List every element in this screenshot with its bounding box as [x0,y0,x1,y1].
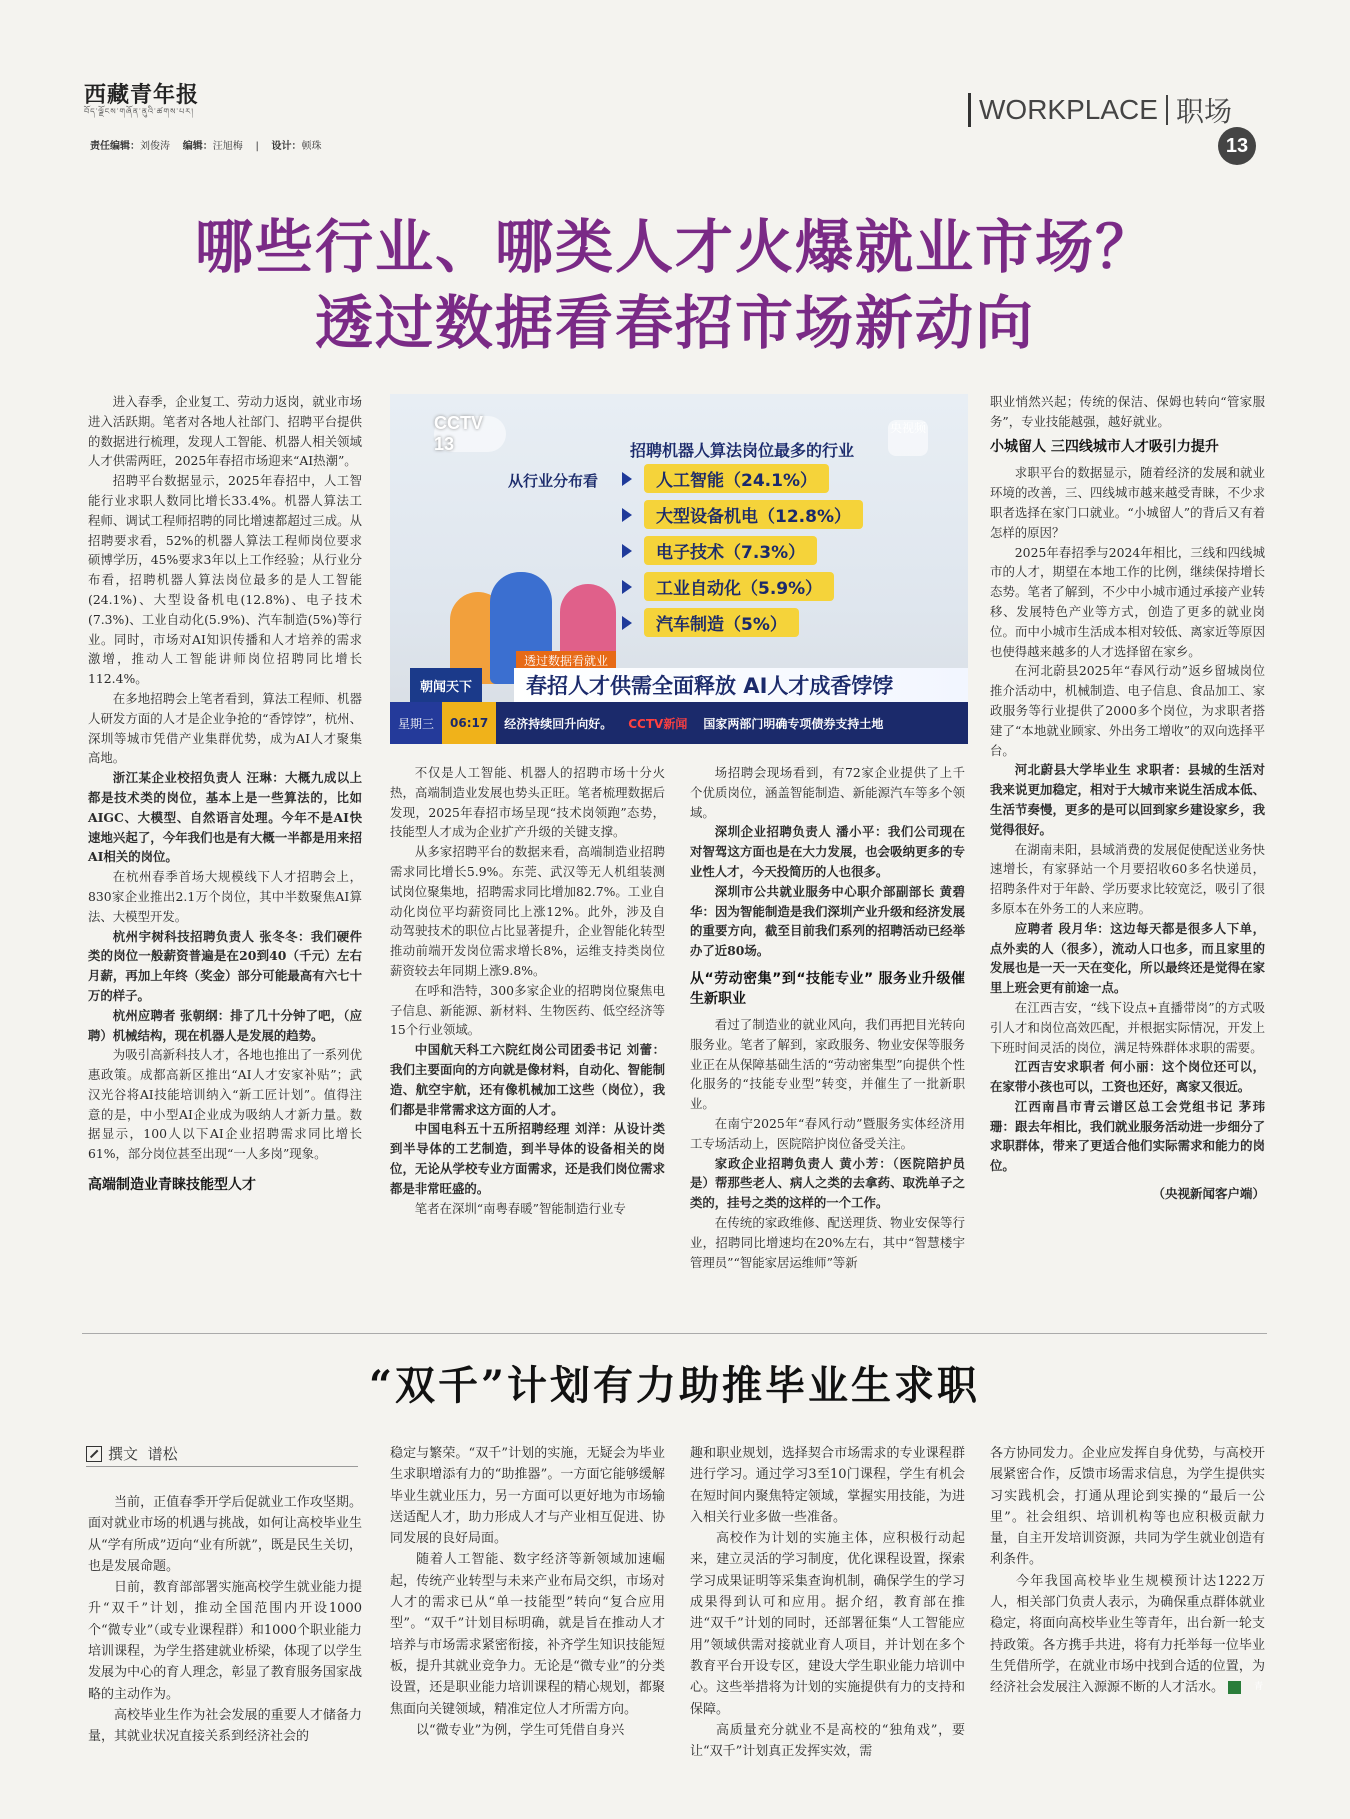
paragraph: 在呼和浩特，300多家企业的招聘岗位聚焦电子信息、新能源、新材料、生物医药、低空经济等15个行业领域。 [390,982,665,1038]
quote-paragraph: 中国航天科工六院红岗公司团委书记 刘蕾：我们主要面向的方向就是像材料，自动化、智能制造、航空宇航，还有像机械加工这些（岗位），我们都是非常需求这方面的人才。 [390,1042,665,1117]
quote-paragraph: 中国电科五十五所招聘经理 刘洋：从设计类到半导体的工艺制造，到半导体的设备相关的岗位，无论从学校专业方面需求，还是我们岗位需求都是非常旺盛的。 [390,1121,665,1196]
paragraph: 日前，教育部部署实施高校学生就业能力提升“双千”计划，推动全国范围内开设1000个“微专业”（或专业课程群）和1000个职业能力培训课程，为学生搭建就业桥梁，体现了以学生发展为中心的育人理念，彰显了教育服务国家战略的主动作为。 [88,1580,362,1702]
paragraph: 场招聘会现场看到，有72家企业提供了上千个优质岗位，涵盖智能制造、新能源汽车等多个领域。 [690,765,965,820]
byline-rule [86,1466,358,1467]
article2-column-1 [88,1492,362,1748]
corner-logo-text: 央视频 [889,421,926,435]
paragraph: 招聘平台数据显示，2025年春招中，人工智能行业求职人数同比增长33.4%。机器人算法工程师、调试工程师招聘的同比增速都超过三成。从招聘要求看，52%的机器人算法工程师岗位要求硕博学历，45%要求3年以上工作经验；从行业分布看，招聘机器人算法岗位最多的是人工智能(24.1%)、大型设备机电(12.8%)、电子技术(7.3%)、工业自动化(5.9%)、汽车制造(5%)等行业。同时，市场对AI知识传播和人才培养的需求激增，推动人工智能讲师岗位招聘同比增长112.4%。 [88,473,362,687]
paragraph [990,1571,1265,1699]
paragraph: 进入春季，企业复工、劳动力返岗，就业市场进入活跃期。笔者对各地人社部门、招聘平台提供的数据进行梳理，发现人工智能、机器人相关领域人才供需两旺，2025年春招市场迎来“AI热潮”。 [88,394,362,469]
headline-line-2: 透过数据看春招市场新动向 [314,289,1035,357]
paragraph: 2025年春招季与2024年相比，三线和四线城市的人才，期望在本地工作的比例，继续保持增长态势。笔者了解到，不少中小城市通过承接产业转移、发展特色产业等方式，创造了更多的就业岗位。而中小城市生活成本相对较低、离家近等原因也使得越来越多的人才选择留在家乡。 [990,544,1265,659]
paragraph: 在南宁2025年“春风行动”暨服务实体经济用工专场活动上，医院陪护岗位备受关注。 [690,1115,965,1151]
designer-name: 顿珠 [301,141,322,152]
paragraph: 在传统的家政维修、配送理货、物业安保等行业，招聘同比增速均在20%左右，其中“智慧楼宇管理员”“智能家居运维师”等新 [690,1214,965,1270]
arrow-icon [622,472,632,486]
paragraph: 在河北蔚县2025年“春风行动”返乡留城岗位推介活动中，机械制造、电子信息、食品加工、家政服务等行业提供了2000多个岗位，为求职者搭建了“本地就业顾家、外出务工增收”的双向选择平台。 [990,663,1265,758]
paragraph: 职业悄然兴起；传统的保洁、保姆也转向“管家服务”，专业技能越强，越好就业。 [990,394,1265,429]
end-mark-icon: 青 [1228,1681,1241,1694]
ticker-day: 星期三 [390,702,442,744]
paragraph: 在杭州春季首场大规模线下人才招聘会上，830家企业推出2.1万个岗位，其中半数聚焦AI算法、大模型开发。 [88,869,362,924]
paragraph: 各方协同发力。企业应发挥自身优势，与高校开展紧密合作，反馈市场需求信息，为学生提供实习实践机会，打通从理论到实操的“最后一公里”。社会组织、培训机构等也应积极贡献力量，自主开发培训资源，共同为学生就业创造有利条件。 [990,1446,1265,1568]
paragraph-text: 今年我国高校毕业生规模预计达1222万人，相关部门负责人表示，为确保重点群体就业稳定，将面向高校毕业生等青年，出台新一轮支持政策。各方携手共进，将有力托举每一位毕业生凭借所学，在就业市场中找到合适的位置，为经济社会发展注入源源不断的人才活水。 [990,1573,1265,1696]
article2-headline: “双千”计划有力助推毕业生求职 [368,1362,980,1409]
chart-item-label: 工业自动化（5.9%） [644,572,834,601]
chart-item-label: 汽车制造（5%） [644,608,799,637]
paragraph: 在多地招聘会上笔者看到，算法工程师、机器人研发方面的人才是企业争抢的“香饽饽”，杭州、深圳等城市凭借产业集群优势，成为AI人才聚集高地。 [88,690,362,766]
paragraph: 看过了制造业的就业风向，我们再把目光转向服务业。笔者了解到，家政服务、物业安保等服务业正在从保障基础生活的“劳动密集型”向提供个性化服务的“技能专业型”转变，并催生了一批新职业。 [690,1016,965,1112]
section-en: WORKPLACE [979,94,1158,125]
arrow-icon [622,580,632,594]
editor2-name: 汪旭梅 [212,141,243,152]
paragraph: 为吸引高新科技人才，各地也推出了一系列优惠政策。成都高新区推出“AI人才安家补贴”；武汉光谷将AI技能培训纳入“新工匠计划”。值得注意的是，中小型AI企业成为吸纳人才新力量。数据显示，100人以下AI企业招聘需求同比增长61%，部分岗位甚至出现“一人多岗”现象。 [88,1047,362,1162]
paragraph: 从多家招聘平台的数据来看，高端制造业招聘需求同比增长5.9%。东莞、武汉等无人机组装测试岗位聚集地，招聘需求同比增加82.7%。工业自动化岗位平均薪资同比上涨12%。此外，涉及自动驾驶技术的职位占比显著提升，企业智能化转型推动前端开发岗位需求增长8%，运维支持类岗位薪资较去年同期上涨9.8%。 [390,844,665,978]
article1-column-2 [390,763,665,1218]
editor2-label: 编辑： [182,141,213,152]
chart-item-label: 大型设备机电（12.8%） [644,500,863,529]
paragraph: 不仅是人工智能、机器人的招聘市场十分火热，高端制造业发展也势头正旺。笔者梳理数据后发现，2025年春招市场呈现“技术岗领跑”态势，技能型人才成为企业扩产升级的关键支撑。 [390,765,665,840]
masthead-subtitle: བོད་ལྗོངས་གཞོན་ནུའི་ཚགས་པར། [84,107,194,116]
ticker-text: 国家两部门明确专项债券支持土地 [703,716,884,731]
quote-paragraph: 河北蔚县大学毕业生 求职者：县城的生活对我来说更加稳定，相对于大城市来说生活成本低、生活节奏慢，更多的是可以回到家乡建设家乡，我觉得很好。 [990,762,1265,837]
editor-name: 刘俊涛 [140,141,170,152]
masthead-title: 西藏青年报 [84,82,200,108]
section-zh: 职场 [1175,95,1232,128]
ticker-text: 经济持续回升向好。 [504,716,613,731]
byline-author: 谱松 [147,1445,178,1463]
news-caption: 春招人才供需全面释放 AI人才成香饽饽 [514,668,968,702]
article2-column-2 [390,1443,665,1741]
article1-column-4 [990,392,1265,1204]
article2-column-3 [690,1443,965,1762]
chart-from-label: 从行业分布看 [508,472,599,490]
news-ticker [390,702,968,744]
paragraph: 求职平台的数据显示，随着经济的发展和就业环境的改善，三、四线城市越来越受青睐，不少求职者选择在家门口就业。“小城留人”的背后又有着怎样的原因？ [990,465,1265,540]
section-bar [968,93,971,127]
headline-line-1: 哪些行业、哪类人才火爆就业市场？ [194,213,1155,281]
quote-paragraph: 家政企业招聘负责人 黄小芳：（医院陪护员是）帮那些老人、病人之类的去拿药、取洗单子之类的，挂号之类的这样的一个工作。 [690,1155,965,1211]
chart-item [622,536,817,565]
section-separator [1166,95,1168,125]
article2-column-4 [990,1443,1265,1699]
paragraph: 在江西吉安，“线下设点+直播带岗”的方式吸引人才和岗位高效匹配，并根据实际情况，开发上下班时间灵活的岗位，满足特殊群体求职的需要。 [990,999,1265,1055]
editor-separator: | [255,141,259,152]
designer-label: 设计： [271,141,302,152]
corner-logo [888,420,928,456]
quote-paragraph: 深圳市公共就业服务中心职介部副部长 黄碧华：因为智能制造是我们深圳产业升级和经济发展的重要方向，截至目前我们系列的招聘活动已经举办了近80场。 [690,883,965,959]
quote-paragraph: 江西南昌市青云谱区总工会党组书记 茅玮珊：跟去年相比，我们就业服务活动进一步细分了求职群体，带来了更适合他们实际需求和能力的岗位。 [990,1098,1265,1174]
article2-byline [86,1443,178,1464]
quote-paragraph: 江西吉安求职者 何小丽：这个岗位还可以，在家带小孩也可以，工资也还好，离家又很近。 [990,1059,1265,1095]
segment-tag: 透过数据看就业 [516,651,616,670]
quote-paragraph: 杭州应聘者 张朝纲：排了几十分钟了吧，（应聘）机械结构，现在机器人是发展的趋势。 [88,1007,362,1043]
ticker-time: 06:17 [442,702,496,744]
article-source: （央视新闻客户端） [1152,1186,1265,1202]
pen-icon [86,1446,102,1462]
paragraph: 以“微专业”为例，学生可凭借自身兴 [416,1722,625,1738]
paragraph: 当前，正值春季开学后促就业工作攻坚期。面对就业市场的机遇与挑战，如何让高校毕业生从“学有所成”迈向“业有所就”，既是民生关切，也是发展命题。 [88,1495,362,1574]
editor-credits [90,137,322,152]
chart-item [622,464,829,493]
quote-paragraph: 应聘者 段月华：这边每天都是很多人下单，点外卖的人（很多），流动人口也多，而且家里的发展也是一天一天在变化，所以最终还是觉得在家里上班会更有前途一点。 [990,920,1265,996]
arrow-icon [622,544,632,558]
chart-item-label: 人工智能（24.1%） [644,464,829,493]
arrow-icon [622,508,632,522]
article-divider [82,1333,1267,1334]
editor-label: 责任编辑： [90,141,140,152]
ticker-channel: CCTV新闻 [628,716,688,731]
paragraph: 在湖南耒阳，县域消费的发展促使配送业务快速增长，有家驿站一个月要招收60多名快递员，招聘条件对于年龄、学历要求比较宽泛，吸引了很多原本在外务工的人来应聘。 [990,841,1265,916]
paragraph: 笔者在深圳“南粤春暖”智能制造行业专 [414,1200,626,1216]
cctv-logo: CCTV 13 [434,416,506,452]
article1-column-3 [690,763,965,1272]
arrow-icon [622,616,632,630]
chart-item-label: 电子技术（7.3%） [644,536,817,565]
chart-title: 招聘机器人算法岗位最多的行业 [630,441,855,460]
paragraph: 稳定与繁荣。“双千”计划的实施，无疑会为毕业生求职增添有力的“助推器”。一方面它能够缓解毕业生就业压力，另一方面可以更好地为市场输送适配人才，助力形成人才与产业相互促进、协同发展的良好局面。 [390,1446,665,1547]
article1-column-1 [88,392,362,1196]
subhead-service: 从“劳动密集”到“技能专业” 服务业升级催生新职业 [690,970,965,1007]
quote-paragraph: 深圳企业招聘负责人 潘小平：我们公司现在对智驾这方面也是在大力发展，也会吸纳更多的专业性人才，今天投简历的人也很多。 [690,824,965,879]
paragraph: 高校毕业生作为社会发展的重要人才储备力量，其就业状况直接关系到经济社会的 [88,1707,362,1745]
paragraph: 高校作为计划的实施主体，应积极行动起来，建立灵活的学习制度，优化课程设置，探索学习成果证明等采集查询机制，确保学生的学习成果得到认可和应用。据介绍，教育部在推进“双千”计划的同时，还部署征集“人工智能应用”领域供需对接就业育人项目，并计划在多个教育平台开设专区，建设大学生职业能力培训中心。这些举措将为计划的实施提供有力的支持和保障。 [690,1531,965,1717]
tv-news-screenshot [390,394,968,744]
paragraph: 趣和职业规划，选择契合市场需求的专业课程群进行学习。通过学习3至10门课程，学生有机会在短时间内聚焦特定领域，掌握实用技能，为进入相关行业多做一些准备。 [690,1446,965,1525]
quote-paragraph: 杭州宇树科技招聘负责人 张冬冬：我们硬件类的岗位一般薪资普遍是在20到40（千元）左右月薪，再加上年终（奖金）部分可能最高有六七十万的样子。 [88,928,362,1003]
subhead-small-city: 小城留人 三四线城市人才吸引力提升 [990,438,1219,455]
paragraph: 高质量充分就业不是高校的“独角戏”，要让“双千”计划真正发挥实效，需 [690,1722,965,1760]
byline-label: 撰文 [108,1445,139,1463]
chart-item [622,500,863,529]
chart-item [622,572,834,601]
quote-paragraph: 浙江某企业校招负责人 汪琳：大概九成以上都是技术类的岗位，基本上是一些算法的，比如AIGC、大模型、自然语言处理。今年不是AI快速地兴起了，今年我们也是有大概一半都是用来招AI相关的岗位。 [88,770,362,865]
chart-item [622,608,799,637]
program-name: 朝闻天下 [410,668,482,702]
paragraph: 随着人工智能、数字经济等新领域加速崛起，传统产业转型与未来产业布局交织，市场对人才的需求已从“单一技能型”转向“复合应用型”。“双千”计划目标明确，就是旨在推动人才培养与市场需求紧密衔接，补齐学生知识技能短板，提升其就业竞争力。无论是“微专业”的分类设置，还是职业能力培训课程的精心规划，都聚焦面向关键领域，精准定位人才所需方向。 [390,1552,665,1717]
section-label [968,93,1232,127]
page-number: 13 [1218,127,1256,165]
subhead-manufacturing: 高端制造业青睐技能型人才 [88,1177,256,1194]
